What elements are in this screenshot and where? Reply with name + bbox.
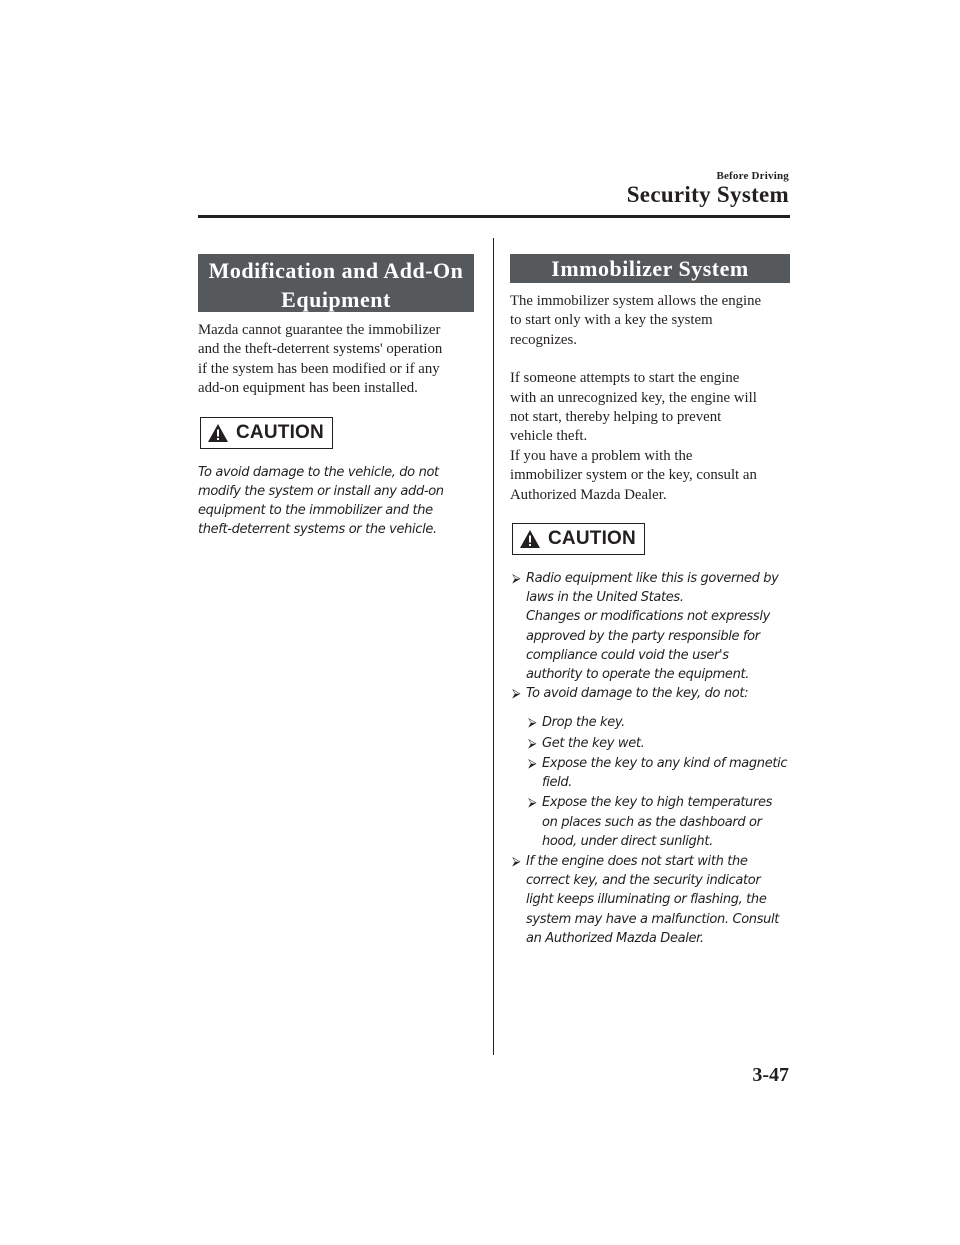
immobilizer-detail-paragraph [510, 369, 790, 505]
text-line: Get the key wet. [542, 735, 645, 751]
sub-bullet-list [510, 713, 790, 850]
arrowhead-icon: ⮚ [528, 715, 537, 730]
caution-label-box [512, 523, 645, 555]
text-line: laws in the United States. [526, 590, 684, 606]
caution-text [198, 463, 474, 540]
immobilizer-intro-paragraph [510, 292, 790, 350]
list-item [510, 569, 790, 684]
text-line: Expose the key to any kind of magnetic [542, 755, 788, 771]
text-line: recognizes. [510, 331, 577, 348]
text-line: light keeps illuminating or flashing, the [526, 892, 767, 908]
text-line: on places such as the dashboard or [542, 814, 762, 830]
list-item [510, 684, 790, 851]
header-rule [198, 215, 790, 218]
heading-modification-equipment [198, 254, 474, 312]
right-column [510, 254, 790, 948]
text-line: an Authorized Mazda Dealer. [526, 930, 704, 946]
modification-paragraph [198, 321, 474, 399]
arrowhead-icon: ⮚ [528, 755, 537, 770]
page-title: Security System [626, 182, 789, 207]
heading-immobilizer-system: Immobilizer System [510, 254, 790, 283]
text-line: Mazda cannot guarantee the immobilizer [198, 322, 441, 338]
warning-triangle-icon [519, 529, 541, 549]
list-item [510, 852, 790, 948]
text-line: system may have a malfunction. Consult [526, 911, 780, 927]
caution-label-box [200, 417, 333, 449]
text-line: approved by the party responsible for [526, 628, 760, 644]
caution-label: CAUTION [548, 528, 636, 550]
arrowhead-icon: ⮚ [528, 735, 537, 750]
text-line: not start, thereby helping to prevent [510, 409, 722, 426]
text-line: Changes or modifications not expressly [526, 609, 770, 625]
warning-triangle-icon [207, 423, 229, 443]
text-line: with an unrecognized key, the engine will [510, 389, 757, 406]
left-column [198, 254, 474, 539]
arrowhead-icon: ⮚ [512, 853, 521, 868]
heading-line-2: Equipment [281, 287, 391, 312]
text-line: modify the system or install any add-on [198, 483, 444, 499]
text-line: hood, under direct sunlight. [542, 833, 713, 849]
text-line: and the theft-deterrent systems' operation [198, 341, 443, 358]
text-line: vehicle theft. [510, 428, 588, 445]
text-line: correct key, and the security indicator [526, 873, 761, 889]
text-line: theft-deterrent systems or the vehicle. [198, 522, 437, 538]
text-line: compliance could void the user's [526, 647, 729, 663]
text-line: field. [542, 775, 573, 791]
page-number: 3-47 [752, 1064, 789, 1086]
text-line: add-on equipment has been installed. [198, 380, 418, 397]
list-item [510, 754, 790, 792]
text-line: The immobilizer system allows the engine [510, 293, 762, 309]
text-line: To avoid damage to the key, do not: [526, 686, 749, 702]
heading-line-1: Modification and Add-On [208, 258, 464, 283]
text-line: Authorized Mazda Dealer. [510, 486, 667, 503]
text-line: If the engine does not start with the [526, 853, 748, 869]
caution-label: CAUTION [236, 421, 324, 443]
text-line: If someone attempts to start the engine [510, 370, 740, 387]
text-line: equipment to the immobilizer and the [198, 503, 433, 519]
text-line: If you have a problem with the [510, 447, 693, 464]
text-line: if the system has been modified or if any [198, 360, 440, 377]
arrowhead-icon: ⮚ [512, 686, 521, 701]
list-item [510, 713, 790, 732]
text-line: authority to operate the equipment. [526, 667, 750, 683]
arrowhead-icon: ⮚ [528, 795, 537, 810]
text-line: Radio equipment like this is governed by [526, 571, 779, 587]
text-line: immobilizer system or the key, consult an [510, 467, 757, 484]
column-divider [493, 238, 494, 1055]
list-item [510, 734, 790, 753]
arrowhead-icon: ⮚ [512, 571, 521, 586]
caution-bullet-list [510, 569, 790, 948]
list-item [510, 793, 790, 851]
text-line: Drop the key. [542, 715, 625, 731]
section-name: Before Driving [716, 170, 789, 182]
text-line: Expose the key to high temperatures [542, 795, 773, 811]
text-line: to start only with a key the system [510, 312, 713, 329]
text-line: To avoid damage to the vehicle, do not [198, 464, 439, 480]
paragraph-gap [510, 350, 790, 369]
